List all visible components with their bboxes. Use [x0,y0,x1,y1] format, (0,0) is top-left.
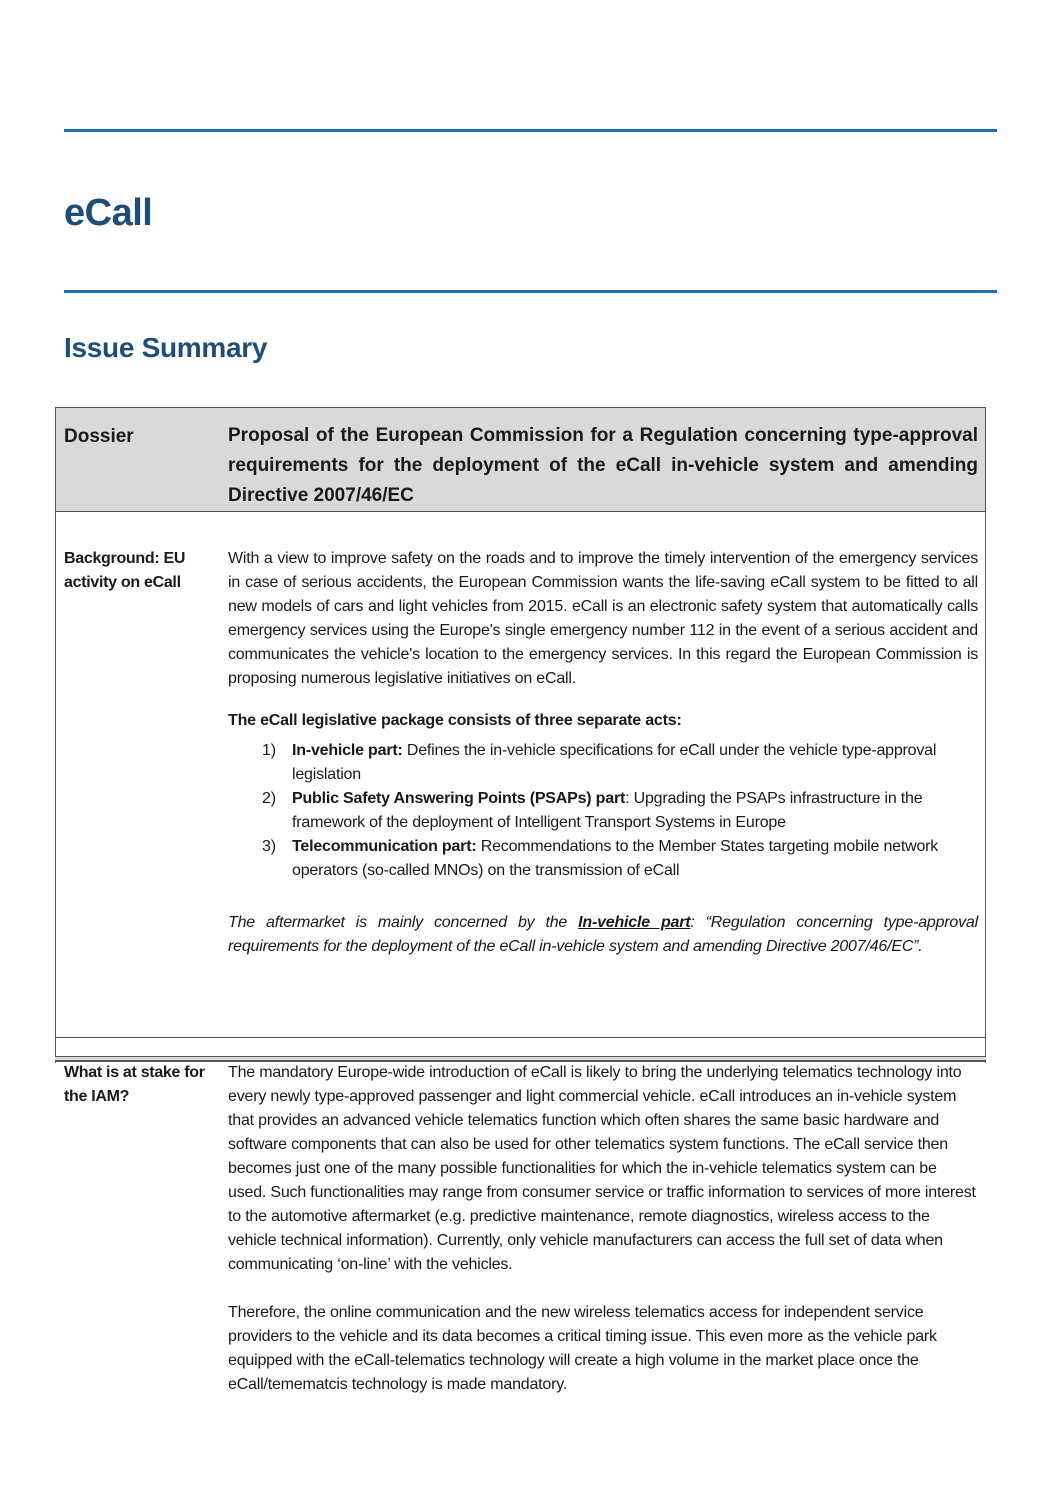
act-text: : Upgrading the PSAPs infrastructure in the framework of the deployment of Intelligent Transport Systems in Europe [292,790,923,831]
section-title: Issue Summary [64,332,268,363]
title-divider [64,290,997,293]
dossier-text: Proposal of the European Commission for a Regulation concerning type-approval requirements for the deployment of the eCall in-vehicle system and amending Directive 2007/46/EC [228,425,978,506]
list-item: 1) In-vehicle part: Defines the in-vehicle specifications for eCall under the vehicle type-approval legislation [262,742,937,783]
background-row [56,511,985,1038]
act-name: Public Safety Answering Points (PSAPs) part [292,790,626,807]
in-vehicle-part-link: In-vehicle part [578,914,691,931]
issue-summary-table [55,407,986,1393]
list-item: 2) Public Safety Answering Points (PSAPs) part: Upgrading the PSAPs infrastructure in the framework of the deployment of Intelligent Transport Systems in Europe [262,790,923,831]
dossier-row [56,408,985,512]
stake-paragraph-1: The mandatory Europe-wide introduction of eCall is likely to bring the underlying telematics technology into every newly type-approved passenger and light commercial vehicle. eCall introduces an in-vehicle system that provides an advanced vehicle telematics function which often shares the same basic hardware and software components that can also be used for other telematics system functions. The eCall service then becomes just one of the many possible functionalities for which the in-vehicle telematics system can be used. Such functionalities may range from consumer service or traffic information to services of more interest to the automotive aftermarket (e.g. predictive maintenance, remote diagnostics, wireless access to the vehicle technical information). Currently, only vehicle manufacturers can access the full set of data when communicating ‘on-line’ with the vehicles. [228,1064,976,1273]
act-name: Telecommunication part: [292,838,477,855]
document-title: eCall [64,192,153,234]
background-content [228,547,978,959]
stake-row [56,1038,985,1464]
acts-list [228,739,978,883]
background-label: Background: EU activity on eCall [64,550,186,591]
top-divider [64,129,997,132]
package-heading: The eCall legislative package consists of three separate acts: [228,712,682,729]
aftermarket-paragraph: The aftermarket is mainly concerned by the In-vehicle part: “Regulation concerning type-approval requirements for the deployment of the eCall in-vehicle system and amending Directive 2007/46/EC”. [228,914,978,955]
act-text: Recommendations to the Member States targeting mobile network operators (so-called MNOs) on the transmission of eCall [292,838,939,879]
background-paragraph: With a view to improve safety on the roads and to improve the timely intervention of the emergency services in case of serious accidents, the European Commission wants the life-saving eCall system to be fitted to all new models of cars and light vehicles from 2015. eCall is an electronic safety system that automatically calls emergency services using the Europe's single emergency number 112 in the event of a serious accident and communicates the vehicle's location to the emergency services. In this regard the European Commission is proposing numerous legislative initiatives on eCall. [228,550,978,687]
dossier-label: Dossier [64,426,134,447]
act-name: In-vehicle part: [292,742,403,759]
stake-label: What is at stake for the IAM? [64,1064,205,1105]
stake-paragraph-2: Therefore, the online communication and the new wireless telematics access for independent service providers to the vehicle and its data becomes a critical timing issue. This even more as the vehicle park equipped with the eCall-telematics technology will create a high volume in the market place once the eCall/temematcis technology is made mandatory. [228,1304,937,1393]
stake-content [228,1061,978,1397]
table-bottom-border [55,1056,986,1062]
list-item: 3) Telecommunication part: Recommendations to the Member States targeting mobile network operators (so-called MNOs) on the transmission of eCall [262,838,939,879]
act-text: Defines the in-vehicle specifications for eCall under the vehicle type-approval legislation [292,742,937,783]
